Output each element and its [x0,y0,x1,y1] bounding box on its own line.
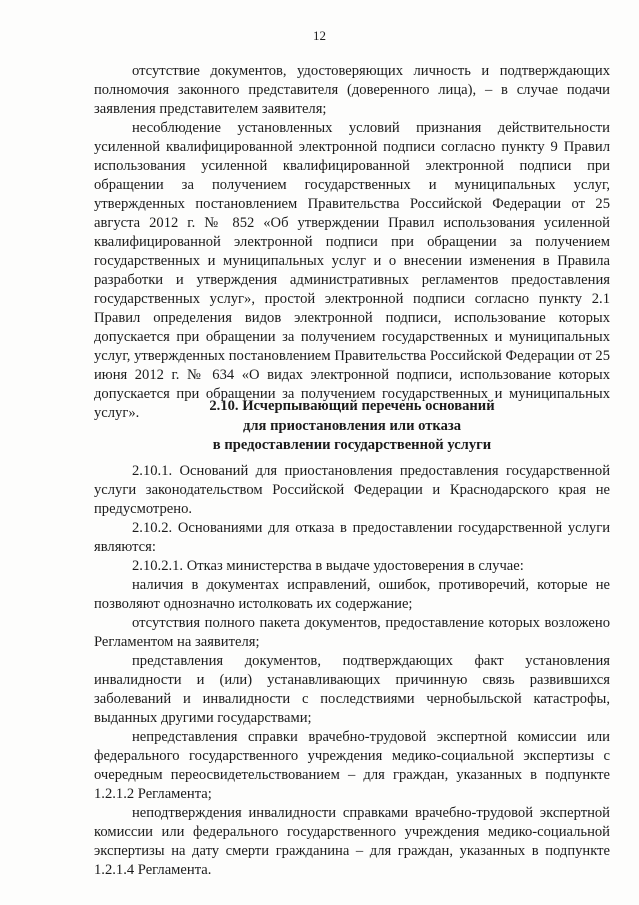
paragraph-foreign-documents: представления документов, подтверждающих факт установления инвалидности и (или) устанавливающих причинную связь развившихся заболеваний и инвалидности с последствиями чернобыльской катастрофы, выданных другими государствами; [94,653,610,726]
section-heading-line-3: в предоставлении государственной услуги [212,437,492,453]
section-heading-line-1: 2.10. Исчерпывающий перечень оснований [209,398,495,414]
section-heading-line-2: для приостановления или отказа [242,417,462,434]
paragraph-electronic-signature: несоблюдение установленных условий признания действительности усиленной квалифицированной электронной подписи согласно пункту 9 Правил использования усиленной квалифицированной электронной подписи при обращении за получением государственных и муниципальных услуг, утвержденных постановлением Правительства Российской Федерации от 25 августа 2012 г. № 852 «Об утверждении Правил использования усиленной квалифицированной электронной подписи при обращении за получением государственных и муниципальных услуг и о внесении изменения в Правила разработки и утверждения административных регламентов предоставления государственных услуг», простой электронной подписи согласно пункту 2.1 Правил определения видов электронной подписи, использование которых допускается при обращении за получением государственных и муниципальных услуг, утвержденных постановлением Правительства Российской Федерации от 25 июня 2012 г. № 634 «О видах электронной подписи, использование которых допускается при обращении за получением государственных и муниципальных услуг». [94,120,610,421]
top-text-block [94,62,610,423]
section-heading [94,397,610,456]
paragraph-2-10-2-1: 2.10.2.1. Отказ министерства в выдаче удостоверения в случае: [132,558,524,574]
page-number: 12 [313,28,326,43]
paragraph-2-10-2: 2.10.2. Основаниями для отказа в предоставлении государственной услуги являются: [94,520,610,555]
paragraph-2-10-1: 2.10.1. Оснований для приостановления предоставления государственной услуги законодательством Российской Федерации и Краснодарского края не предусмотрено. [94,463,610,517]
paragraph-corrections: наличия в документах исправлений, ошибок, противоречий, которые не позволяют однозначно истолковать их содержание; [94,577,610,612]
paragraph-missing-documents: отсутствие документов, удостоверяющих личность и подтверждающих полномочия законного представителя (доверенного лица), – в случае подачи заявления представителем заявителя; [94,63,610,117]
paragraph-no-certificate: непредставления справки врачебно-трудовой экспертной комиссии или федерального государственного учреждения медико-социальной экспертизы с очередным переосвидетельствованием – для граждан, указанных в подпункте 1.2.1.2 Регламента; [94,729,610,802]
paragraph-incomplete-package: отсутствия полного пакета документов, предоставление которых возложено Регламентом на заявителя; [94,615,610,650]
paragraph-no-confirmation: неподтверждения инвалидности справками врачебно-трудовой экспертной комиссии или федерального государственного учреждения медико-социальной экспертизы на дату смерти гражданина – для граждан, указанных в подпункте 1.2.1.4 Регламента. [94,805,610,878]
bottom-text-block [94,462,610,880]
